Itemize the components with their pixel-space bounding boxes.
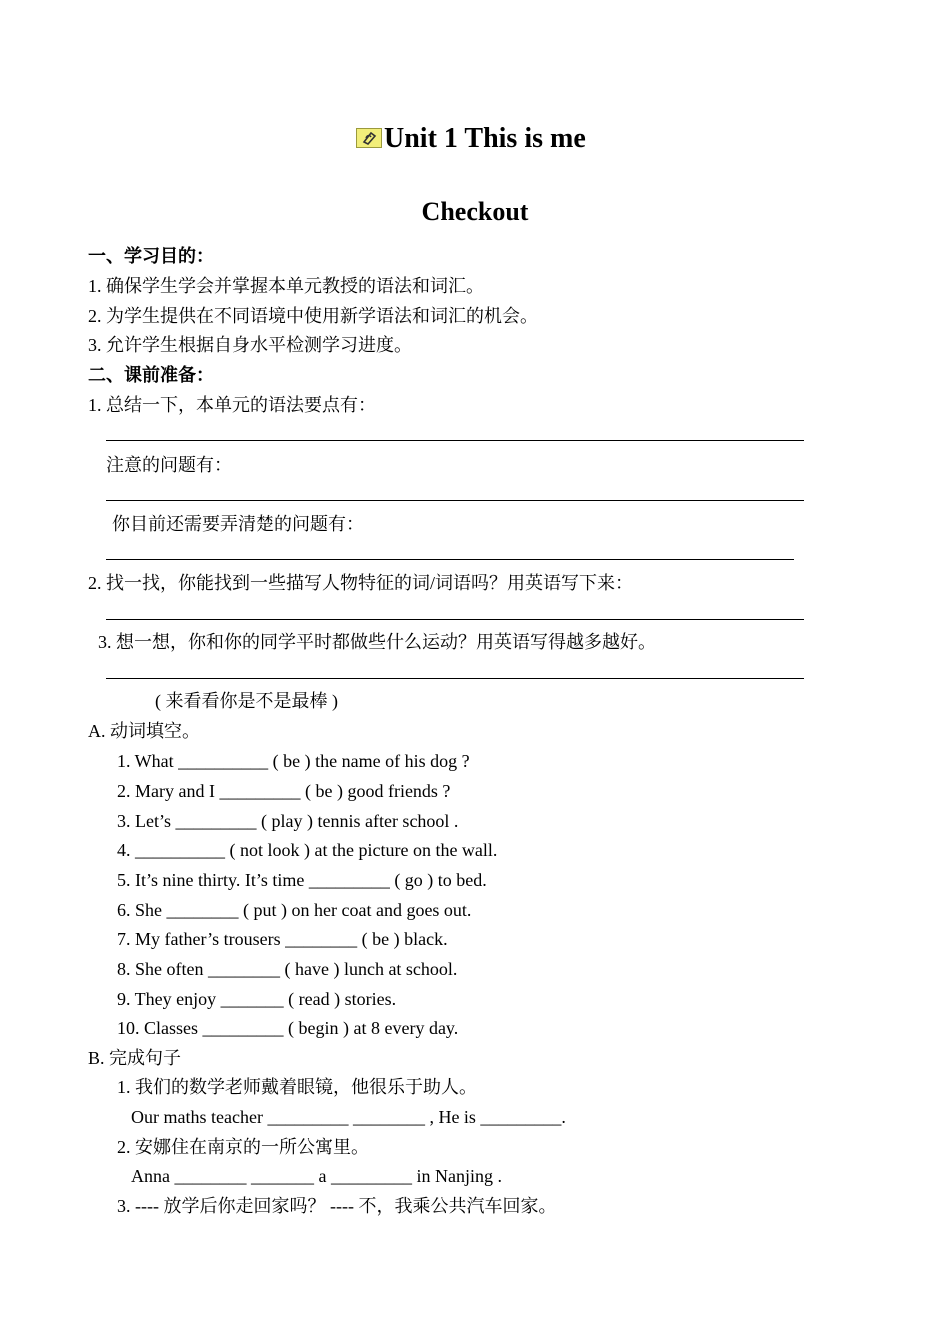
exercise-item: 4. __________ ( not look ) at the picture on the wall.: [117, 840, 498, 860]
prep-question-3: 3. 想一想，你和你的同学平时都做些什么运动？用英语写得越多越好。: [98, 632, 656, 652]
partB-heading: B. 完成句子: [88, 1048, 182, 1068]
exercise-item: 6. She ________ ( put ) on her coat and goes out.: [117, 900, 472, 920]
section2-heading: 二、课前准备：: [88, 365, 214, 385]
prep-question-1: 1. 总结一下，本单元的语法要点有：: [88, 395, 376, 415]
sentence-cn: 1. 我们的数学老师戴着眼镜，他很乐于助人。: [117, 1077, 477, 1097]
exercise-item: 2. Mary and I _________ ( be ) good friends ?: [117, 781, 451, 801]
sentence-en: Anna ________ _______ a _________ in Nanjing .: [131, 1166, 502, 1186]
answer-line[interactable]: [106, 440, 804, 441]
page-title: [356, 122, 586, 156]
answer-line[interactable]: [106, 500, 804, 501]
objective-item: 3. 允许学生根据自身水平检测学习进度。: [88, 335, 412, 355]
sentence-en: Our maths teacher _________ ________ , He is _________.: [131, 1107, 566, 1127]
prep-unclear-label: 你目前还需要弄清楚的问题有：: [112, 514, 364, 534]
answer-line[interactable]: [106, 619, 804, 620]
answer-line[interactable]: [106, 559, 794, 560]
section1-heading: 一、学习目的：: [88, 246, 214, 266]
sentence-cn: 2. 安娜住在南京的一所公寓里。: [117, 1137, 369, 1157]
exercise-item: 7. My father’s trousers ________ ( be ) black.: [117, 929, 448, 949]
subtitle: Checkout: [421, 197, 529, 226]
prep-note-label: 注意的问题有：: [106, 455, 232, 475]
exercise-item: 3. Let’s _________ ( play ) tennis after school .: [117, 811, 459, 831]
partA-heading: A. 动词填空。: [88, 721, 200, 741]
prep-question-2: 2. 找一找，你能找到一些描写人物特征的词/词语吗？用英语写下来：: [88, 573, 633, 593]
objective-item: 1. 确保学生学会并掌握本单元教授的语法和词汇。: [88, 276, 484, 296]
sentence-cn: 3. ---- 放学后你走回家吗？ ---- 不，我乘公共汽车回家。: [117, 1196, 557, 1216]
answer-line[interactable]: [106, 678, 804, 679]
exercise-item: 9. They enjoy _______ ( read ) stories.: [117, 989, 397, 1009]
exercise-item: 8. She often ________ ( have ) lunch at school.: [117, 959, 458, 979]
exercise-item: 5. It’s nine thirty. It’s time _________ ( go ) to bed.: [117, 870, 487, 890]
document-icon: [356, 128, 382, 148]
exercise-item: 10. Classes _________ ( begin ) at 8 every day.: [117, 1018, 459, 1038]
title-text: Unit 1 This is me: [384, 123, 586, 154]
challenge-note: ( 来看看你是不是最棒 ): [155, 691, 338, 711]
exercise-item: 1. What __________ ( be ) the name of his dog ?: [117, 751, 470, 771]
objective-item: 2. 为学生提供在不同语境中使用新学语法和词汇的机会。: [88, 306, 538, 326]
